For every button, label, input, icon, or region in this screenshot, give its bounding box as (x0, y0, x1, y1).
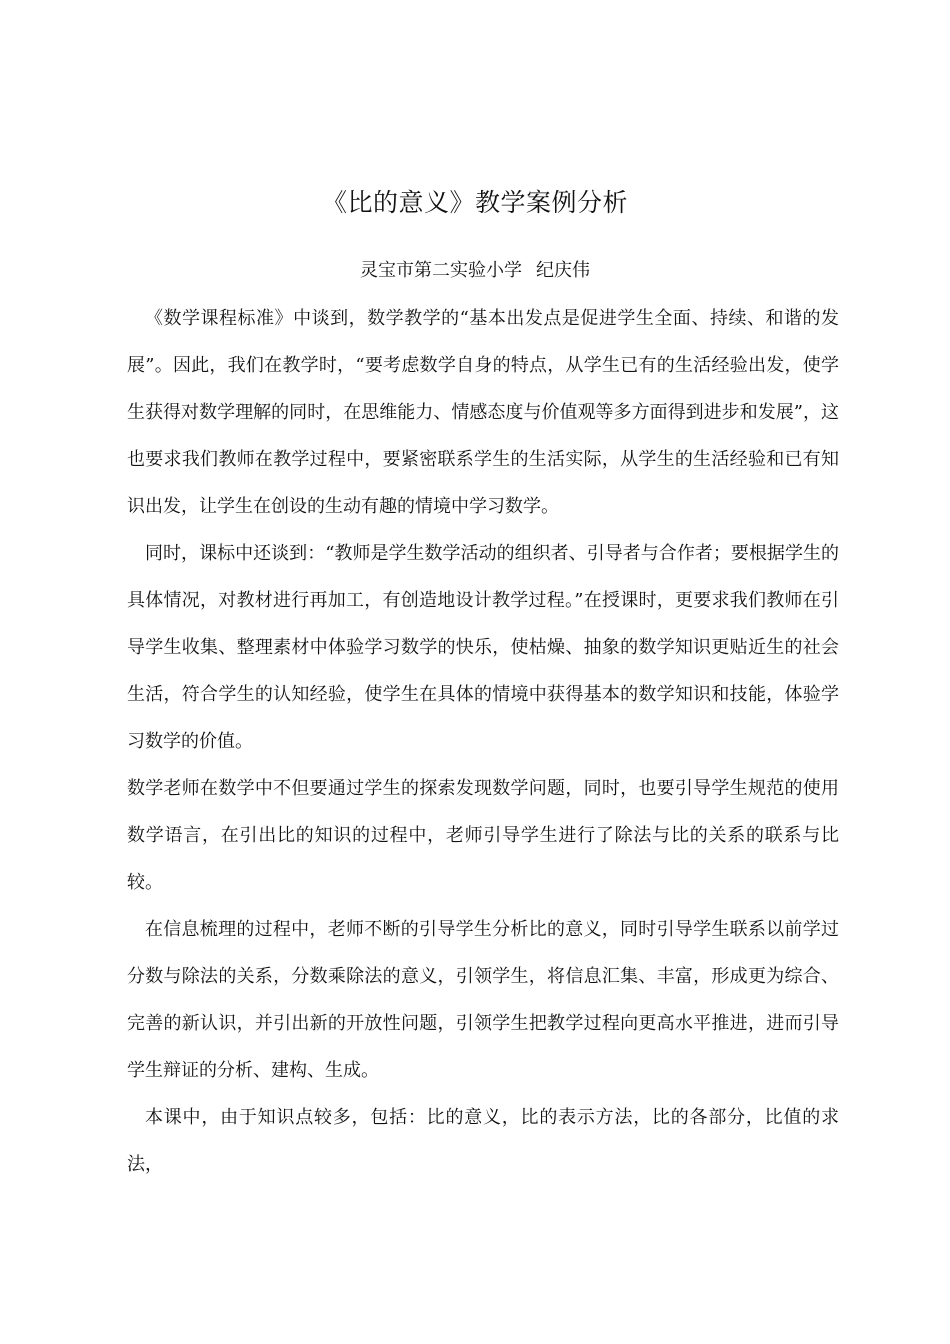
document-body (127, 295, 839, 1188)
school-name: 灵宝市第二实验小学 (360, 260, 522, 281)
document-title: 《比的意义》教学案例分析 (321, 188, 628, 217)
paragraph-2: 同时，课标中还谈到：“教师是学生数学活动的组织者、引导者与合作者；要根据学生的具体情况，对教材进行再加工，有创造地设计教学过程。”在授课时，更要求我们教师在引导学生收集、整理素材中体验学习数学的快乐，使枯燥、抽象的数学知识更贴近生的社会生活，符合学生的认知经验，使学生在具体的情境中获得基本的数学知识和技能，体验学习数学的价值。 (127, 543, 839, 752)
paragraph-3: 数学老师在数学中不但要通过学生的探索发现数学问题，同时，也要引导学生规范的使用数学语言，在引出比的知识的过程中，老师引导学生进行了除法与比的关系的联系与比较。 (127, 778, 839, 893)
paragraph-5: 本课中，由于知识点较多，包括：比的意义，比的表示方法，比的各部分，比值的求法， (127, 1107, 839, 1175)
author-name: 纪庆伟 (536, 260, 590, 281)
byline (0, 258, 950, 284)
paragraph-1: 《数学课程标准》中谈到，数学教学的“基本出发点是促进学生全面、持续、和谐的发展”。因此，我们在教学时，“要考虑数学自身的特点，从学生已有的生活经验出发，使学生获得对数学理解的同时，在思维能力、情感态度与价值观等多方面得到进步和发展”，这也要求我们教师在教学过程中，要紧密联系学生的生活实际，从学生的生活经验和已有知识出发，让学生在创设的生动有趣的情境中学习数学。 (127, 308, 839, 517)
paragraph-4: 在信息梳理的过程中，老师不断的引导学生分析比的意义，同时引导学生联系以前学过分数与除法的关系，分数乘除法的意义，引领学生，将信息汇集、丰富，形成更为综合、完善的新认识，并引出新的开放性问题，引领学生把教学过程向更高水平推进，进而引导学生辩证的分析、建构、生成。 (127, 919, 839, 1081)
